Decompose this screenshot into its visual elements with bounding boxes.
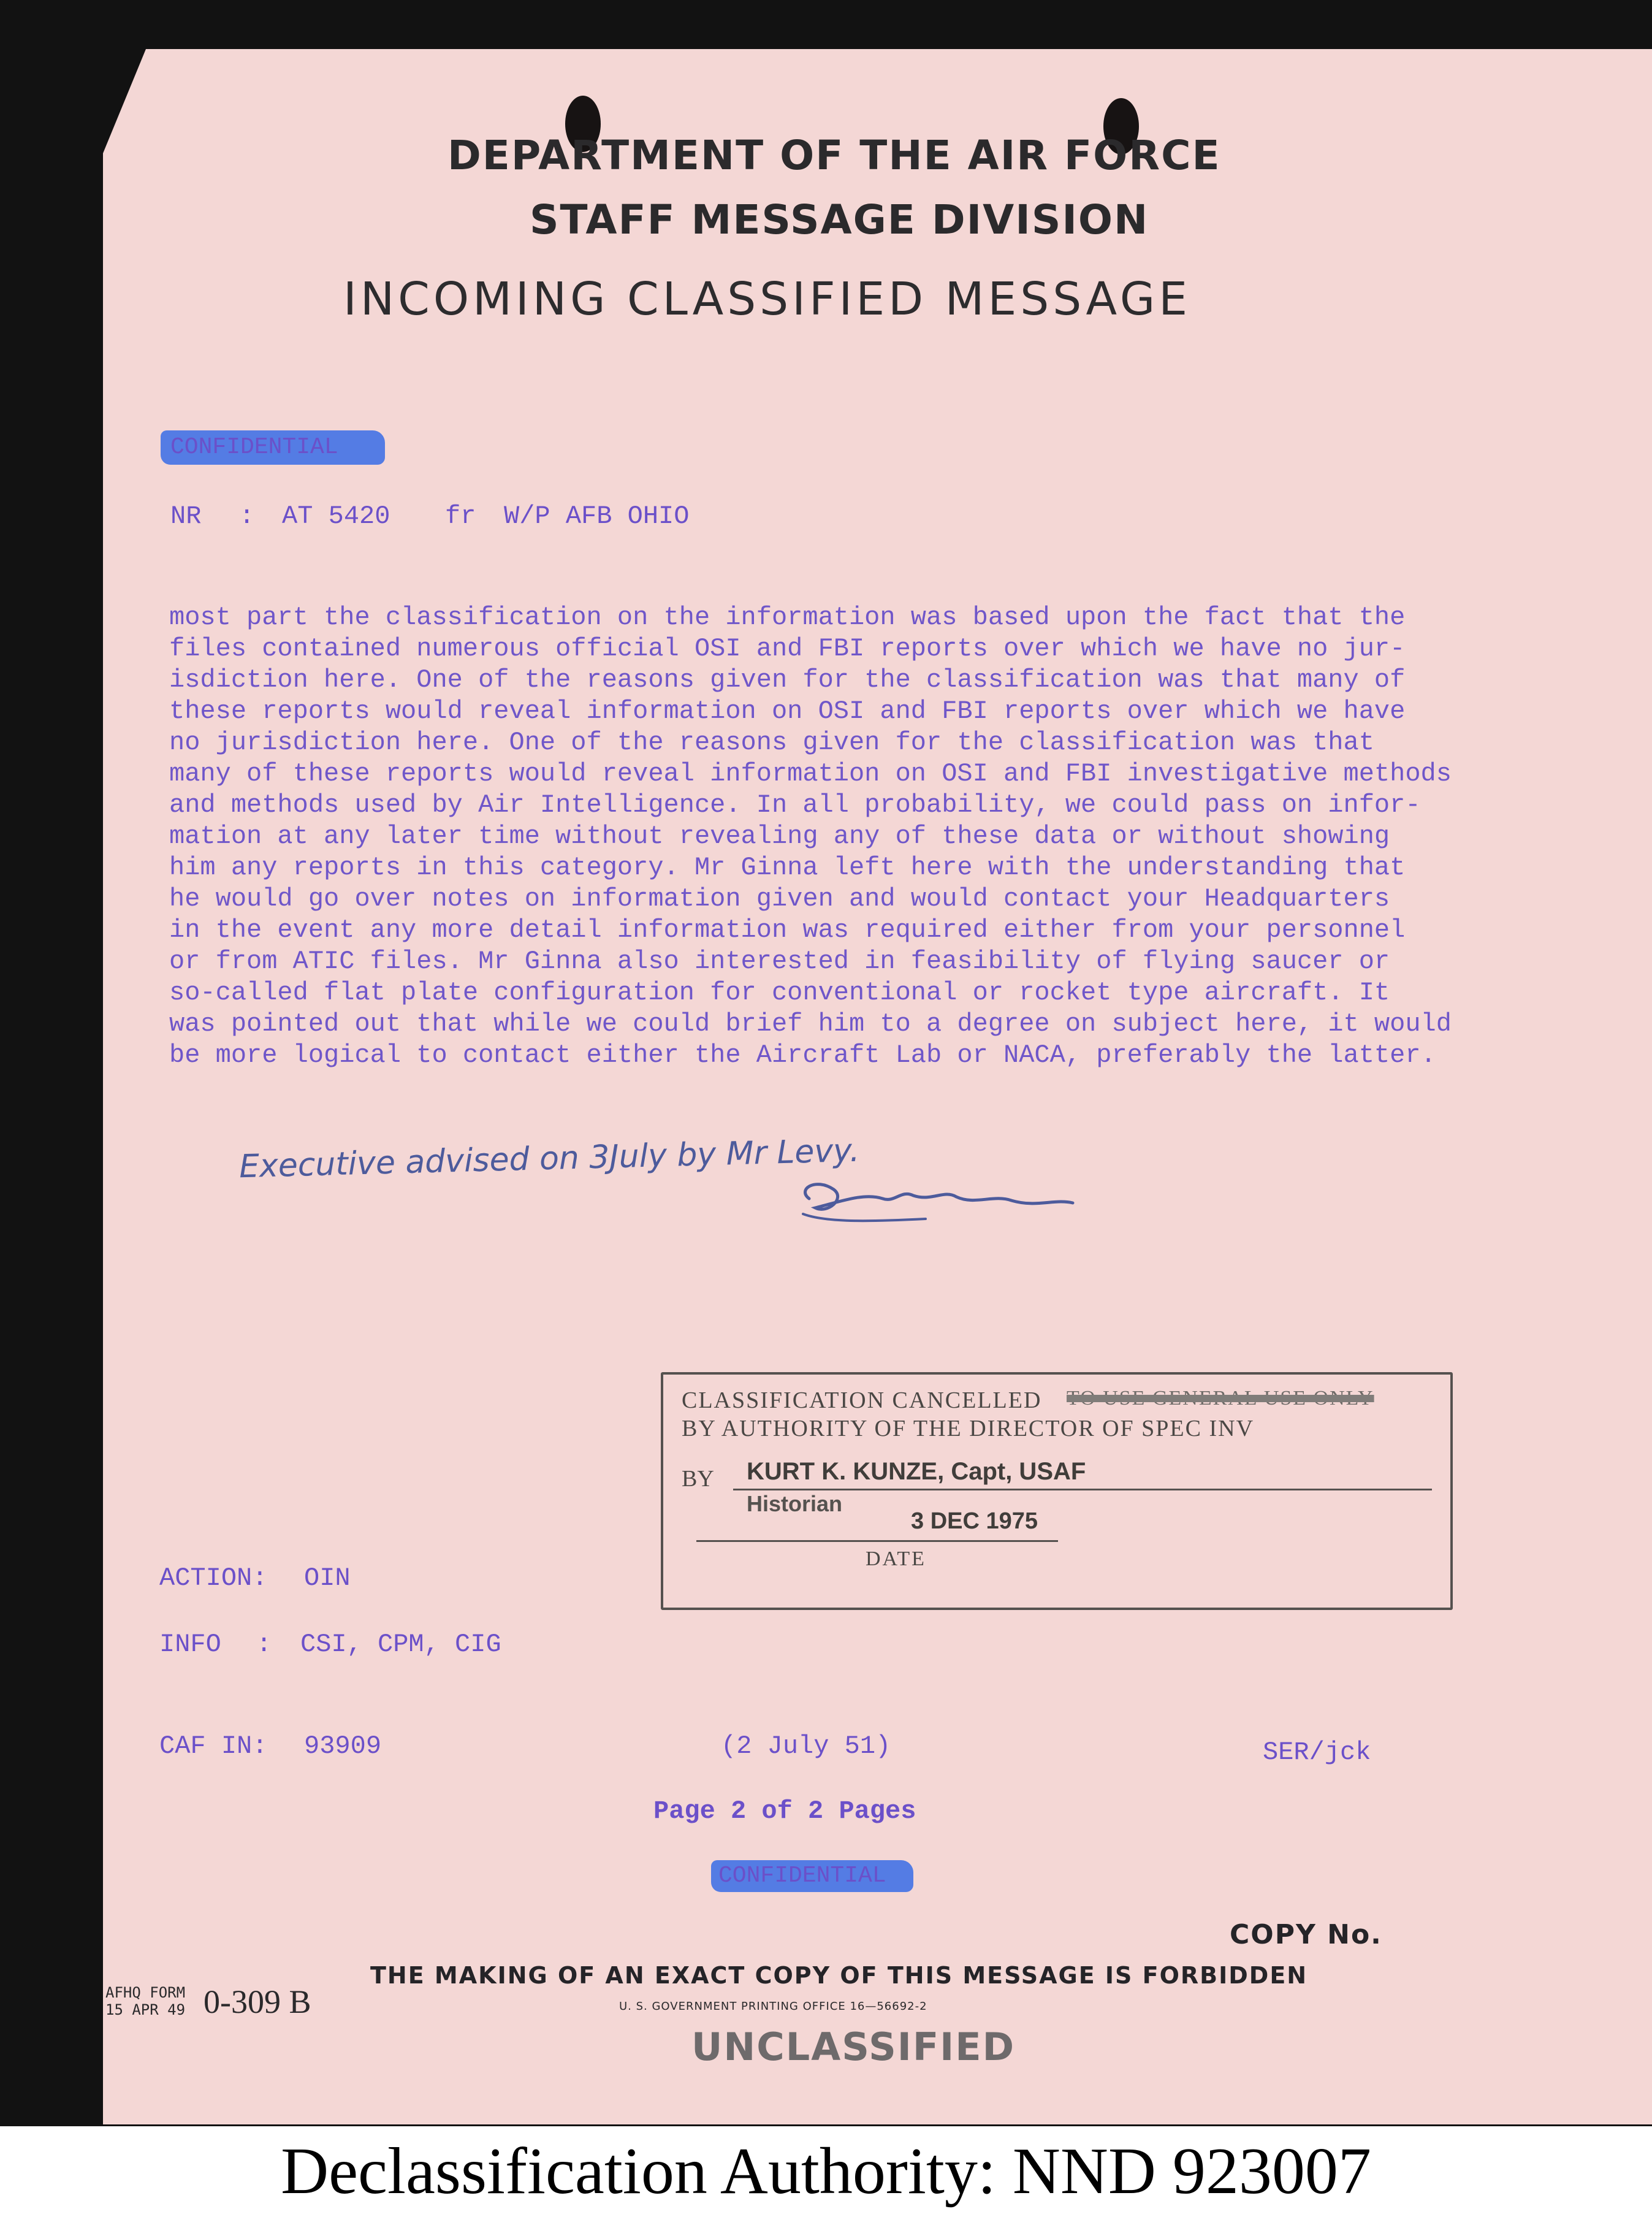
unclassified-stamp: UNCLASSIFIED <box>691 2024 1016 2069</box>
stamp-line-2: BY AUTHORITY OF THE DIRECTOR OF SPEC INV <box>682 1416 1255 1441</box>
info-label: INFO <box>159 1630 221 1659</box>
forbidden-notice: THE MAKING OF AN EXACT COPY OF THIS MESSAGE IS FORBIDDEN <box>370 1962 1308 1989</box>
form-number: 0-309 B <box>204 1983 311 2020</box>
classification-top: CONFIDENTIAL <box>170 434 338 460</box>
info-value: CSI, CPM, CIG <box>300 1630 501 1659</box>
header-division: STAFF MESSAGE DIVISION <box>530 196 1149 243</box>
handwritten-note: Executive advised on 3July by Mr Levy. <box>238 1132 861 1186</box>
stamp-by-label: BY <box>682 1466 714 1492</box>
action-label: ACTION: <box>159 1563 268 1593</box>
classification-bottom: CONFIDENTIAL <box>718 1863 886 1889</box>
handwritten-signature <box>791 1165 1085 1232</box>
body-line: was pointed out that while we could brief him to a degree on subject here, it would <box>169 1009 1452 1039</box>
body-line: files contained numerous official OSI and FBI reports over which we have no jur- <box>169 634 1406 663</box>
stamp-date-label: DATE <box>866 1547 926 1570</box>
body-line: no jurisdiction here. One of the reasons given for the classification was that <box>169 728 1374 757</box>
from-label: fr <box>445 502 476 531</box>
copy-number-label: COPY No. <box>1230 1919 1382 1950</box>
body-line: these reports would reveal information on OSI and FBI reports over which we have <box>169 696 1406 726</box>
body-line: most part the classification on the information was based upon the fact that the <box>169 603 1406 632</box>
nr-separator: : <box>239 502 255 531</box>
page-indicator: Page 2 of 2 Pages <box>653 1796 916 1826</box>
stamp-title: Historian <box>747 1491 843 1516</box>
body-line: he would go over notes on information given and would contact your Headquarters <box>169 884 1390 914</box>
nr-value: AT 5420 <box>282 502 390 531</box>
info-separator: : <box>256 1630 272 1659</box>
body-line: be more logical to contact either the Aircraft Lab or NACA, preferably the latter. <box>169 1040 1436 1070</box>
body-line: so-called flat plate configuration for conventional or rocket type aircraft. It <box>169 978 1390 1007</box>
stamp-signature-line <box>733 1489 1432 1490</box>
from-value: W/P AFB OHIO <box>504 502 690 531</box>
caf-value: 93909 <box>304 1731 382 1761</box>
declassification-caption: Declassification Authority: NND 923007 <box>281 2135 1371 2208</box>
body-line: and methods used by Air Intelligence. In all probability, we could pass on infor- <box>169 790 1421 820</box>
body-line: isdiction here. One of the reasons given for the classification was that many of <box>169 665 1406 695</box>
body-line: him any reports in this category. Mr Ginna left here with the understanding that <box>169 853 1406 882</box>
header-message-type: INCOMING CLASSIFIED MESSAGE <box>343 273 1191 326</box>
caf-label: CAF IN: <box>159 1731 268 1761</box>
form-line-1: AFHQ FORM <box>105 1984 186 2001</box>
body-line: in the event any more detail information was required either from your personnel <box>169 915 1406 945</box>
message-body <box>169 602 1452 1071</box>
stamp-date-line <box>696 1540 1058 1542</box>
ser-code: SER/jck <box>1263 1738 1371 1767</box>
action-value: OIN <box>304 1563 351 1593</box>
stamp-date: 3 DEC 1975 <box>911 1508 1038 1534</box>
stamp-line-1: CLASSIFICATION CANCELLED <box>682 1387 1042 1413</box>
header-department: DEPARTMENT OF THE AIR FORCE <box>447 132 1221 179</box>
form-line-2: 15 APR 49 <box>105 2001 186 2018</box>
body-line: mation at any later time without revealing any of these data or without showing <box>169 822 1390 851</box>
printing-office: U. S. GOVERNMENT PRINTING OFFICE 16—56692-2 <box>619 2000 927 2013</box>
body-line: or from ATIC files. Mr Ginna also interested in feasibility of flying saucer or <box>169 947 1390 976</box>
nr-label: NR <box>170 502 202 531</box>
message-date: (2 July 51) <box>721 1731 891 1761</box>
body-line: many of these reports would reveal information on OSI and FBI investigative methods <box>169 759 1452 788</box>
stamp-name: KURT K. KUNZE, Capt, USAF <box>747 1458 1086 1485</box>
stamp-line-1-struck: TO USE GENERAL USE ONLY <box>1067 1387 1374 1410</box>
